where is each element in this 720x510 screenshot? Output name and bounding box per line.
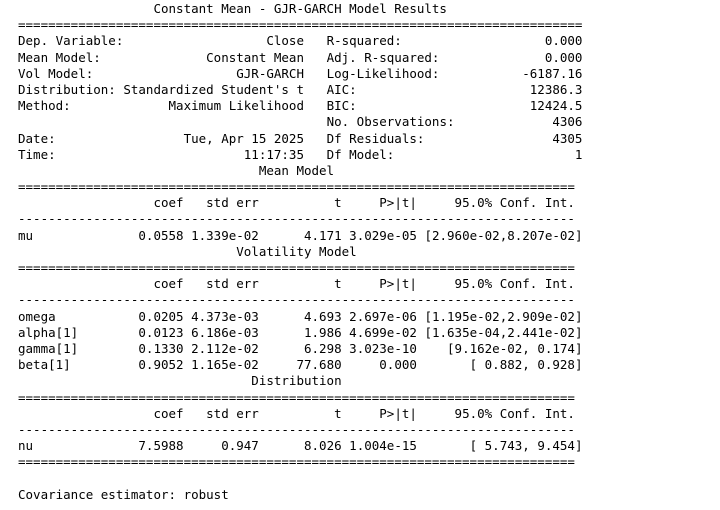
summary-label: Time:	[18, 146, 124, 162]
column-header: 95.0% Conf. Int.	[424, 195, 575, 211]
summary-label	[18, 114, 123, 129]
spacer	[18, 195, 123, 210]
conf-int-value: [9.162e-02, 0.174]	[424, 340, 583, 356]
spacer	[304, 82, 327, 97]
summary-label: Distribution:	[18, 81, 124, 97]
summary-value: 1	[469, 146, 583, 162]
column-header: P>|t|	[341, 195, 417, 211]
t-value: 77.680	[258, 357, 342, 373]
column-header: std err	[183, 405, 259, 421]
summary-label: Adj. R-squared:	[326, 49, 470, 65]
column-header: coef	[123, 405, 184, 421]
section-title: Distribution	[18, 373, 342, 389]
summary-label: Mean Model:	[18, 49, 124, 65]
spacer	[18, 406, 123, 421]
t-value: 1.986	[258, 324, 342, 340]
summary-row	[18, 131, 582, 147]
summary-row	[18, 33, 582, 49]
conf-int-value: [ 0.882, 0.928]	[424, 357, 583, 373]
column-header: coef	[123, 195, 184, 211]
spacer	[304, 114, 327, 129]
model-results-output	[18, 1, 582, 503]
summary-row	[18, 66, 582, 82]
table-row	[18, 357, 582, 373]
summary-value: Maximum Likelihood	[123, 98, 304, 114]
conf-int-value: [1.195e-02,2.909e-02]	[424, 308, 583, 324]
column-header: P>|t|	[341, 276, 417, 292]
summary-value: 12424.5	[469, 98, 583, 114]
param-name: nu	[18, 438, 124, 454]
summary-value: Constant Mean	[123, 49, 304, 65]
summary-label: Vol Model:	[18, 65, 124, 81]
rule-double: ==========================================================================	[18, 179, 575, 195]
table-header	[18, 406, 582, 422]
std-err-value: 0.947	[183, 438, 259, 454]
param-name: omega	[18, 308, 124, 324]
std-err-value: 4.373e-03	[183, 308, 259, 324]
coef-value: 0.0558	[123, 227, 184, 243]
conf-int-value: [ 5.743, 9.454]	[424, 438, 583, 454]
summary-value: Close	[123, 33, 304, 49]
rule-double: ==========================================================================	[18, 260, 575, 275]
coef-value: 7.5988	[123, 438, 184, 454]
coef-value: 0.0123	[123, 324, 184, 340]
coef-value: 0.1330	[123, 340, 184, 356]
param-name: mu	[18, 227, 124, 243]
summary-value: Tue, Apr 15 2025	[123, 130, 304, 146]
summary-value: 12386.3	[469, 81, 583, 97]
p-value: 4.699e-02	[341, 324, 417, 340]
summary-label: BIC:	[326, 98, 470, 114]
summary-value: 4305	[469, 130, 583, 146]
std-err-value: 1.339e-02	[183, 227, 259, 243]
rule-double: ==========================================================================	[18, 389, 575, 405]
summary-label: AIC:	[326, 81, 470, 97]
rule-dashed: --------------------------------------------------------------------------	[18, 292, 575, 308]
summary-label: Date:	[18, 130, 124, 146]
summary-value: -6187.16	[469, 65, 583, 81]
t-value: 6.298	[258, 340, 342, 356]
summary-label: Log-Likelihood:	[326, 65, 470, 81]
param-name: alpha[1]	[18, 324, 124, 340]
column-header: 95.0% Conf. Int.	[424, 276, 575, 292]
table-row	[18, 309, 582, 325]
report-title: Constant Mean - GJR-GARCH Model Results	[18, 1, 447, 16]
summary-row	[18, 98, 582, 114]
summary-value: 0.000	[469, 33, 583, 49]
summary-value	[123, 114, 304, 129]
column-header: P>|t|	[341, 405, 417, 421]
spacer	[304, 131, 327, 146]
column-header: t	[258, 405, 342, 421]
spacer	[18, 276, 123, 291]
summary-label: Df Model:	[326, 146, 470, 162]
column-header: std err	[183, 195, 259, 211]
table-header	[18, 276, 582, 292]
coef-value: 0.0205	[123, 308, 184, 324]
column-header: t	[258, 195, 342, 211]
rule-dashed: --------------------------------------------------------------------------	[18, 421, 575, 437]
summary-label: R-squared:	[326, 33, 470, 49]
rule-double: ==========================================================================	[18, 454, 575, 470]
p-value: 3.029e-05	[341, 227, 417, 243]
blank-line	[18, 470, 582, 486]
summary-value: 0.000	[469, 49, 583, 65]
t-value: 4.693	[258, 308, 342, 324]
column-header: t	[258, 276, 342, 292]
t-value: 4.171	[258, 227, 342, 243]
t-value: 8.026	[258, 438, 342, 454]
table-row	[18, 438, 582, 454]
section-title: Mean Model	[18, 162, 335, 178]
summary-value: 11:17:35	[123, 146, 304, 162]
coef-value: 0.9052	[123, 357, 184, 373]
param-name: gamma[1]	[18, 340, 124, 356]
conf-int-value: [2.960e-02,8.207e-02]	[424, 227, 583, 243]
summary-row	[18, 147, 582, 163]
section-title: Volatility Model	[18, 243, 357, 259]
summary-row	[18, 82, 582, 98]
summary-value: Standardized Student's t	[123, 81, 304, 97]
std-err-value: 6.186e-03	[183, 324, 259, 340]
p-value: 2.697e-06	[341, 308, 417, 324]
column-header: std err	[183, 276, 259, 292]
p-value: 1.004e-15	[341, 438, 417, 454]
p-value: 3.023e-10	[341, 340, 417, 356]
std-err-value: 2.112e-02	[183, 340, 259, 356]
spacer	[304, 147, 327, 162]
summary-label: Method:	[18, 98, 124, 114]
column-header: 95.0% Conf. Int.	[424, 405, 575, 421]
p-value: 0.000	[341, 357, 417, 373]
column-header: coef	[123, 276, 184, 292]
table-header	[18, 195, 582, 211]
conf-int-value: [1.635e-04,2.441e-02]	[424, 324, 583, 340]
summary-row	[18, 114, 582, 130]
summary-row	[18, 50, 582, 66]
param-name: beta[1]	[18, 357, 124, 373]
spacer	[304, 33, 327, 48]
table-row	[18, 228, 582, 244]
summary-value: 4306	[469, 114, 583, 130]
table-row	[18, 341, 582, 357]
summary-label: Dep. Variable:	[18, 33, 124, 49]
rule-double: ===========================================================================	[18, 17, 583, 33]
covariance-note: Covariance estimator: robust	[18, 486, 229, 502]
std-err-value: 1.165e-02	[183, 357, 259, 373]
summary-label: Df Residuals:	[326, 130, 470, 146]
rule-dashed: --------------------------------------------------------------------------	[18, 211, 575, 227]
summary-value: GJR-GARCH	[123, 65, 304, 81]
summary-label: No. Observations:	[326, 114, 470, 130]
spacer	[304, 98, 327, 113]
spacer	[304, 50, 327, 65]
spacer	[304, 66, 327, 81]
table-row	[18, 325, 582, 341]
